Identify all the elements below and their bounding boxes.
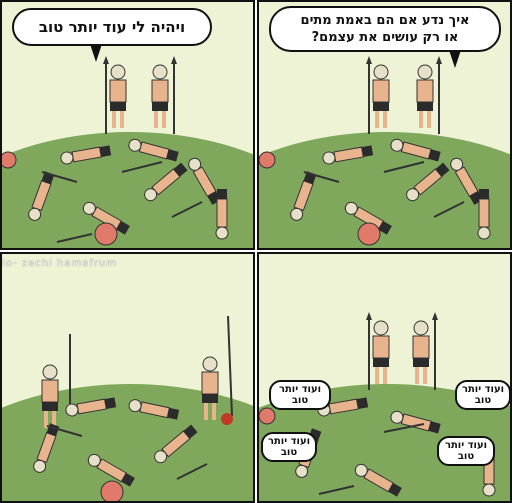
standing-soldier — [152, 56, 177, 134]
standing-soldier — [366, 312, 389, 390]
fallen-soldier — [478, 189, 490, 239]
bubble-line2: טוב — [280, 447, 298, 458]
shield — [95, 223, 117, 245]
shield — [358, 223, 380, 245]
shield — [259, 152, 275, 168]
bubble-line1: ועוד יותר — [278, 384, 322, 395]
speech-text-line1: איך נדע אם הם באמת מתים — [300, 13, 470, 28]
panel-bottom-left-scene — [2, 254, 255, 503]
speech-text: ויהיה לי עוד יותר טוב — [38, 18, 186, 36]
speech-bubble — [12, 8, 212, 46]
speech-bubble-tail — [90, 44, 102, 62]
panel-top-left — [0, 0, 255, 250]
bubble-line1: ועוד יותר — [444, 440, 488, 451]
small-speech-bubble — [269, 380, 331, 410]
standing-soldier — [413, 312, 438, 390]
blood-splatter — [221, 413, 233, 425]
small-speech-bubble — [455, 380, 511, 410]
speech-bubble — [269, 6, 501, 52]
panel-top-right — [257, 0, 512, 250]
small-speech-bubble — [437, 436, 495, 466]
speech-bubble-tail — [449, 50, 461, 68]
standing-soldier — [417, 56, 442, 134]
speech-text-line2: או רק עושים את עצמם? — [311, 30, 459, 45]
bubble-line1: ועוד יותר — [461, 384, 505, 395]
fallen-soldier — [216, 189, 228, 239]
bubble-line2: טוב — [457, 451, 475, 462]
bubble-line2: טוב — [474, 395, 492, 406]
watermark: lo- zachi hamafrum — [2, 258, 118, 269]
standing-soldier — [366, 56, 389, 134]
shield — [101, 481, 123, 503]
small-speech-bubble — [261, 432, 317, 462]
panel-bottom-right — [257, 252, 512, 503]
bubble-line2: טוב — [291, 395, 309, 406]
panel-bottom-left — [0, 252, 255, 503]
shield — [2, 152, 16, 168]
shield — [259, 408, 275, 424]
bubble-line1: ועוד יותר — [267, 436, 311, 447]
standing-soldier — [103, 56, 126, 134]
